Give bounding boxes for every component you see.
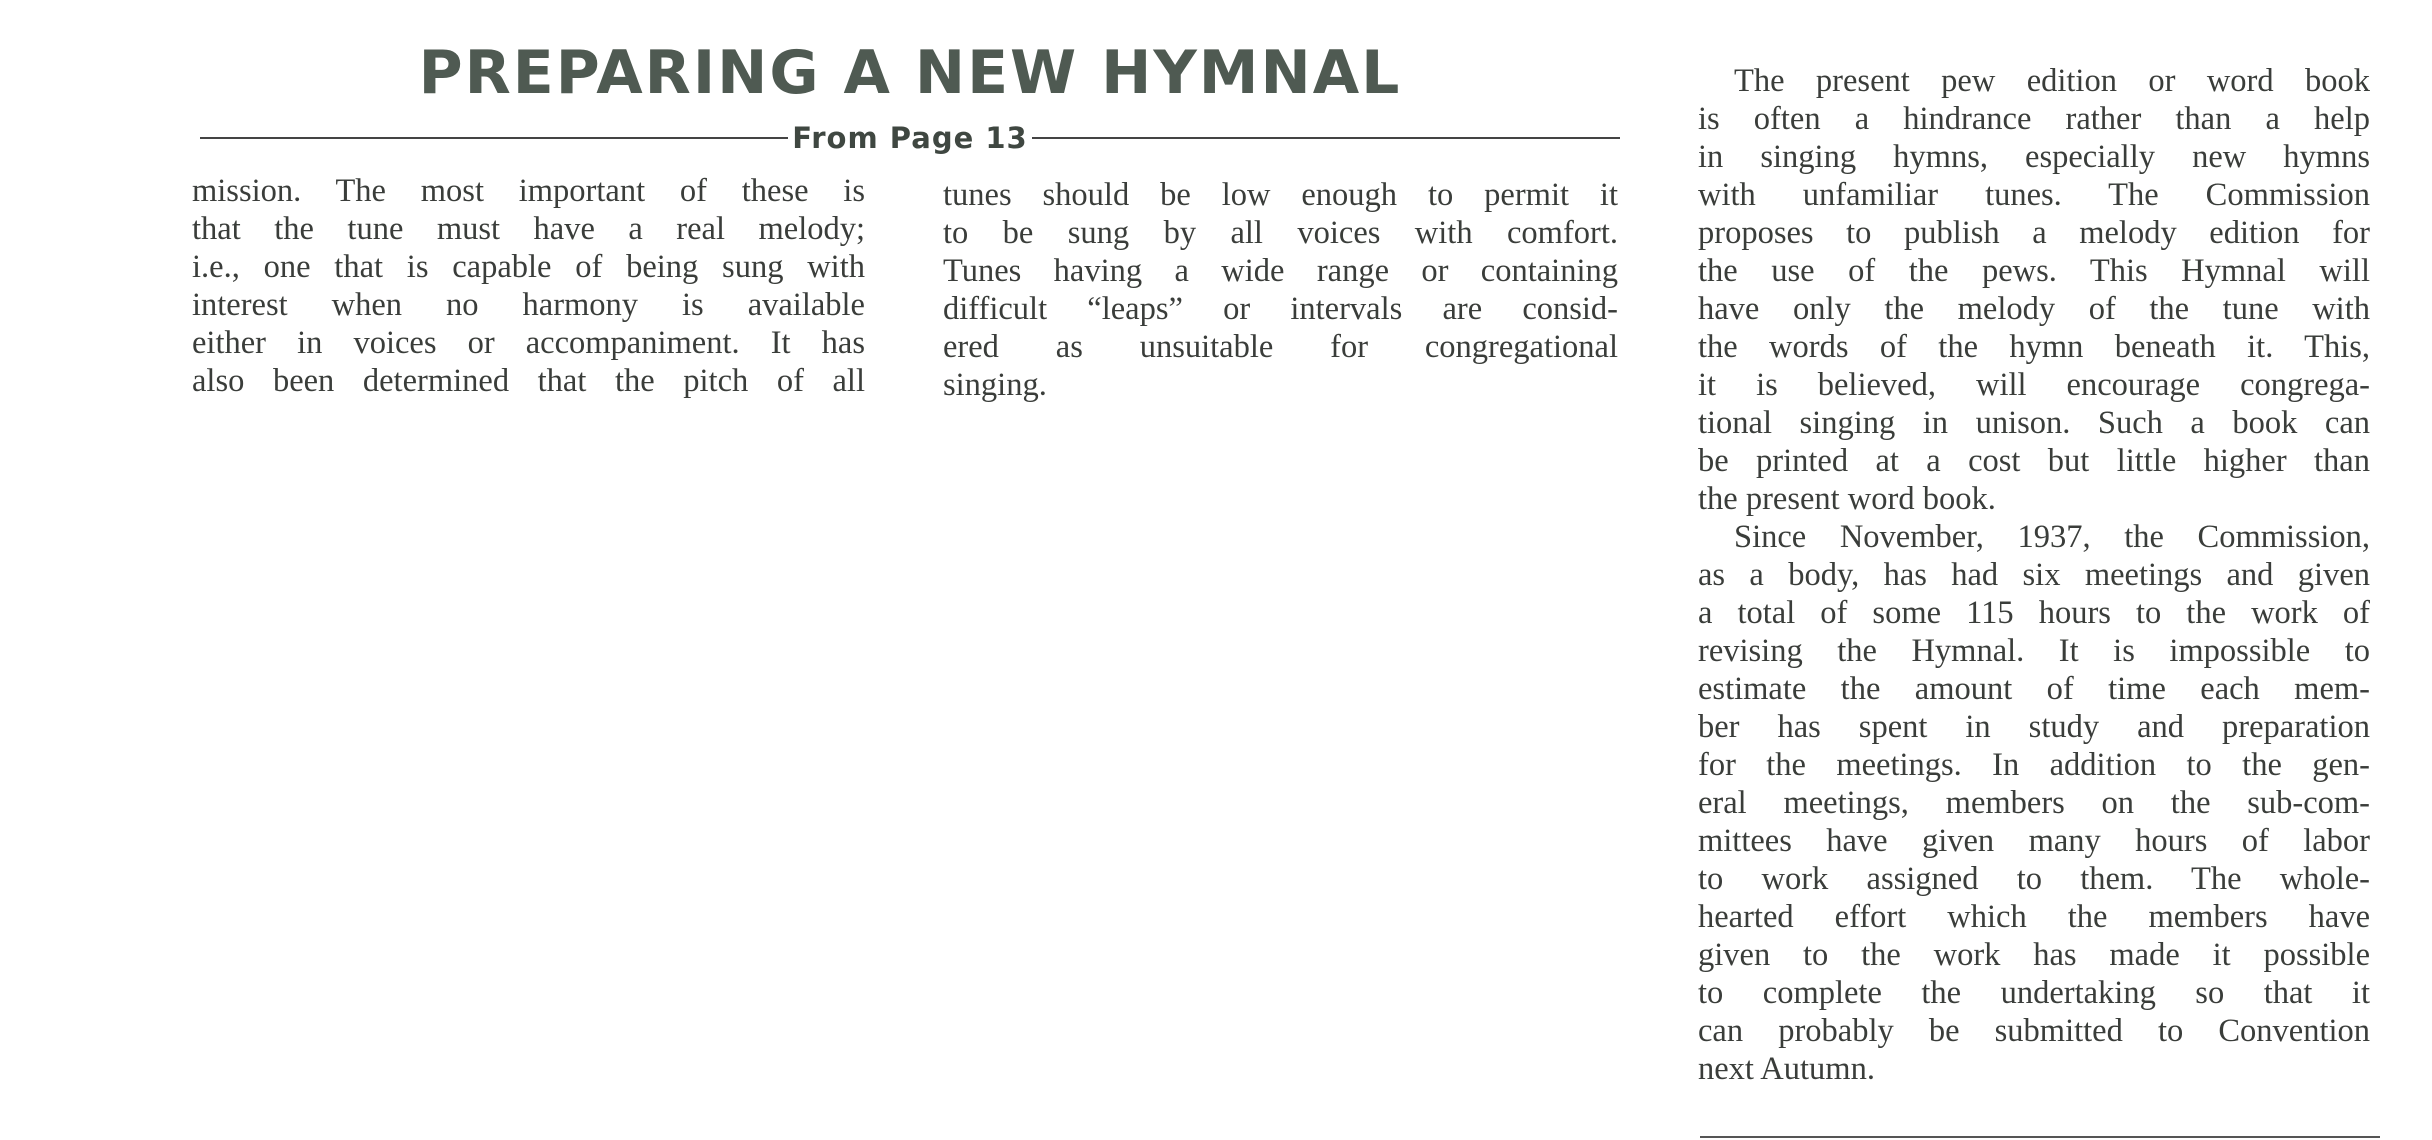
text-line: to complete the undertaking so that it bbox=[1698, 975, 2370, 1011]
text-line: a total of some 115 hours to the work of bbox=[1698, 595, 2370, 631]
text-line: in singing hymns, especially new hymns bbox=[1698, 139, 2370, 175]
text-column-3 bbox=[1698, 62, 2370, 1088]
text-line: either in voices or accompaniment. It has bbox=[192, 325, 865, 361]
bottom-rule bbox=[1700, 1136, 2380, 1138]
text-line: The present pew edition or word book bbox=[1734, 63, 2370, 99]
text-line: ered as unsuitable for congregational bbox=[943, 329, 1618, 365]
text-line: tional singing in unison. Such a book can bbox=[1698, 405, 2370, 441]
text-line: i.e., one that is capable of being sung with bbox=[192, 249, 865, 285]
text-line: given to the work has made it possible bbox=[1698, 937, 2370, 973]
text-line: mission. The most important of these is bbox=[192, 173, 865, 209]
text-line: mittees have given many hours of labor bbox=[1698, 823, 2370, 859]
text-line: singing. bbox=[943, 367, 1047, 403]
text-line: the present word book. bbox=[1698, 481, 1996, 517]
text-line: the use of the pews. This Hymnal will bbox=[1698, 253, 2370, 289]
text-line: revising the Hymnal. It is impossible to bbox=[1698, 633, 2370, 669]
from-page-label: From Page 13 bbox=[792, 121, 1028, 155]
text-line: ber has spent in study and preparation bbox=[1698, 709, 2370, 745]
text-line: for the meetings. In addition to the gen- bbox=[1698, 747, 2370, 783]
text-line: the words of the hymn beneath it. This, bbox=[1698, 329, 2370, 365]
text-line: have only the melody of the tune with bbox=[1698, 291, 2370, 327]
text-line: hearted effort which the members have bbox=[1698, 899, 2370, 935]
text-line: also been determined that the pitch of all bbox=[192, 363, 865, 399]
text-line: be printed at a cost but little higher than bbox=[1698, 443, 2370, 479]
right-rule bbox=[1032, 137, 1620, 139]
text-line: Since November, 1937, the Commission, bbox=[1734, 519, 2370, 555]
text-line: Tunes having a wide range or containing bbox=[943, 253, 1618, 289]
text-line: to be sung by all voices with comfort. bbox=[943, 215, 1618, 251]
text-line: that the tune must have a real melody; bbox=[192, 211, 865, 247]
text-line: difficult “leaps” or intervals are consid- bbox=[943, 291, 1618, 327]
text-line: interest when no harmony is available bbox=[192, 287, 865, 323]
article-title: PREPARING A NEW HYMNAL bbox=[418, 38, 1402, 108]
text-line: eral meetings, members on the sub-com- bbox=[1698, 785, 2370, 821]
text-line: to work assigned to them. The whole- bbox=[1698, 861, 2370, 897]
text-line: it is believed, will encourage congrega- bbox=[1698, 367, 2370, 403]
continuation-line bbox=[200, 118, 1620, 158]
text-column-2 bbox=[943, 176, 1618, 404]
text-line: with unfamiliar tunes. The Commission bbox=[1698, 177, 2370, 213]
text-line: estimate the amount of time each mem- bbox=[1698, 671, 2370, 707]
text-line: next Autumn. bbox=[1698, 1051, 1875, 1087]
text-line: as a body, has had six meetings and given bbox=[1698, 557, 2370, 593]
text-line: is often a hindrance rather than a help bbox=[1698, 101, 2370, 137]
text-line: tunes should be low enough to permit it bbox=[943, 177, 1618, 213]
text-line: proposes to publish a melody edition for bbox=[1698, 215, 2370, 251]
left-rule bbox=[200, 137, 788, 139]
text-column-1 bbox=[192, 172, 865, 400]
text-line: can probably be submitted to Convention bbox=[1698, 1013, 2370, 1049]
